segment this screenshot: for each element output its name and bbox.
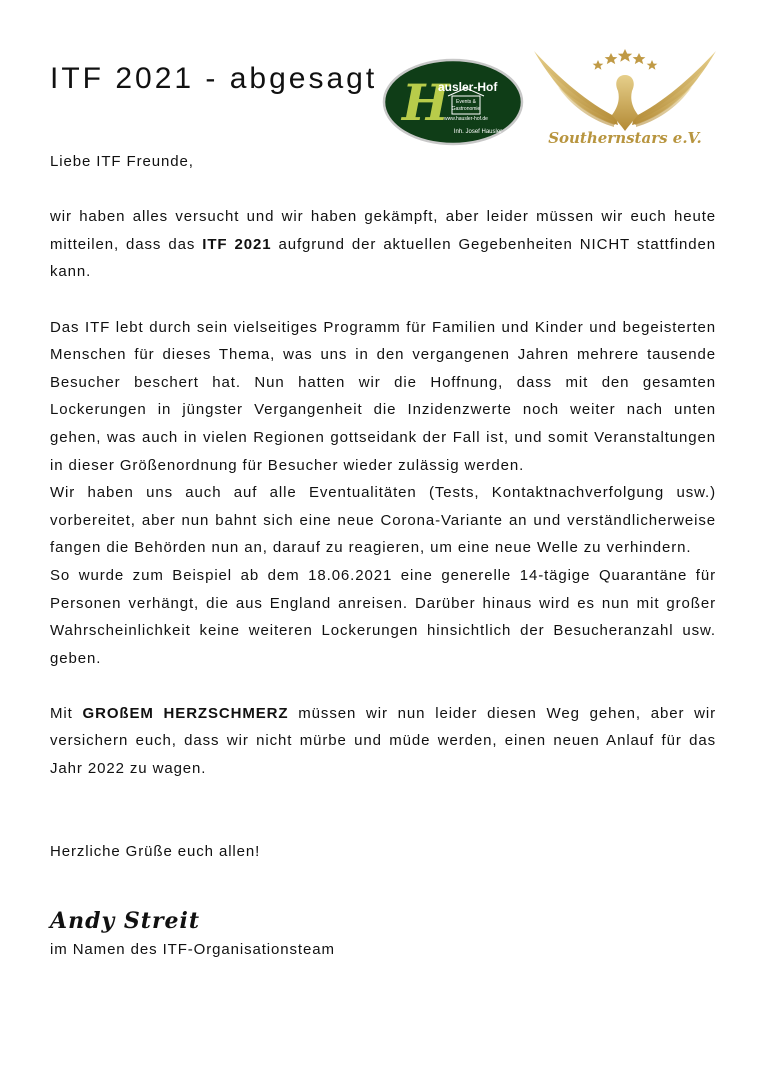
paragraph-text: aufgrund der aktuellen Gegebenheiten NICHT stattfinden kann.: [50, 235, 716, 281]
eagle-wings-icon: [534, 51, 716, 131]
logo-url: www.hausler-hof.de: [444, 116, 488, 122]
closing-line: Herzliche Grüße euch allen!: [50, 842, 261, 860]
paragraph-preparations: Wir haben uns auch auf alle Eventualitäten (Tests, Kontaktnachverfolgung usw.) vorbereitet, aber nun bahnt sich eine neue Corona-Variante an und verständlicherweise fangen die Behörden nun an, darauf zu reagieren, um eine neue Welle zu verhindern.: [50, 484, 716, 557]
paragraph-program: Das ITF lebt durch sein vielseitiges Programm für Familien und Kinder und begeisterten Menschen für dieses Thema, was uns in den vergangenen Jahren mehrere tausende Besucher beschert hat. Nun hatten wir die Hoffnung, dass mit den gesamten Lockerungen in jüngster Vergangenheit die Inzidenzwerte noch weiter nach unten gehen, was auch in vielen Regionen gottseidank der Fall ist, und somit Veranstaltungen in dieser Größenordnung für Besucher wieder zulässig werden.: [50, 318, 716, 474]
paragraph-text: wir haben alles versucht und wir haben gekämpft, aber leider müssen wir euch heute mitteilen, dass das: [50, 208, 716, 253]
hausler-hof-logo: [382, 58, 524, 146]
logo-name: ausler-Hof: [438, 80, 498, 94]
sign-off: im Namen des ITF-Organisationsteam: [50, 941, 335, 959]
page-title: ITF 2021 - abgesagt: [50, 62, 378, 95]
logo-owner: Inh. Josef Hausler: [453, 129, 503, 135]
signature: Andy Streit: [50, 908, 201, 935]
stars-icon: [593, 49, 658, 70]
logo-initial: H: [402, 73, 450, 132]
southernstars-eagle-logo: [532, 45, 718, 150]
heartache-emphasis: GROßEM HERZSCHMERZ: [82, 704, 289, 722]
paragraph-text: müssen wir nun leider diesen Weg gehen, aber wir versichern euch, dass wir nicht mürbe und müde werden, einen neuen Anlauf für das Jahr 2022 zu wagen.: [50, 704, 717, 778]
paragraph-quarantine: So wurde zum Beispiel ab dem 18.06.2021 eine generelle 14-tägige Quarantäne für Personen verhängt, die aus England anreisen. Darüber hinaus wird es nun mit großer Wahrscheinlichkeit keine weiteren Lockerungen hinsichtlich der Besucheranzahl usw. geben.: [50, 566, 716, 667]
greeting: Liebe ITF Freunde,: [50, 153, 194, 170]
paragraph-cancellation: [50, 203, 716, 286]
event-name-emphasis: ITF 2021: [202, 235, 272, 253]
logo-line-gastronomie: Gastronomie: [451, 106, 481, 112]
paragraph-heartache: [50, 700, 716, 783]
logo-club-name: Southernstars e.V.: [548, 129, 702, 147]
paragraph-text: Mit: [50, 704, 83, 722]
letter-body: [50, 148, 716, 964]
logo-line-events: Events &: [455, 99, 477, 105]
